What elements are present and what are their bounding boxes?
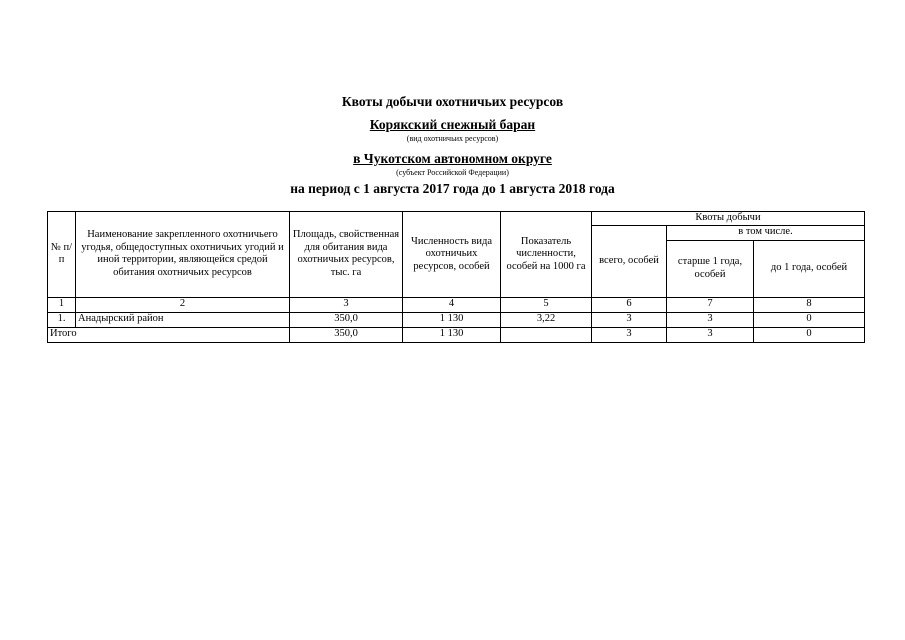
table-row bbox=[48, 312, 865, 327]
header-name: Наименование закрепленного охотничьего угодья, общедоступных охотничьих угодий и иной территории, являющейся средой обитания охотничьих ресурсов bbox=[76, 212, 290, 298]
totals-older: 3 bbox=[667, 327, 754, 342]
species-caption: (вид охотничьих ресурсов) bbox=[406, 134, 499, 143]
region-caption: (субъект Российской Федерации) bbox=[396, 168, 509, 177]
totals-total: 3 bbox=[592, 327, 667, 342]
quota-table bbox=[47, 211, 865, 343]
row-total: 3 bbox=[592, 312, 667, 327]
header-quotas: Квоты добычи bbox=[592, 212, 865, 226]
totals-label: Итого bbox=[48, 327, 290, 342]
row-num: 1. bbox=[48, 312, 76, 327]
totals-younger: 0 bbox=[754, 327, 865, 342]
row-density: 3,22 bbox=[501, 312, 592, 327]
region-name: в Чукотском автономном округе bbox=[353, 151, 552, 166]
row-name: Анадырский район bbox=[76, 312, 290, 327]
column-number: 4 bbox=[403, 297, 501, 312]
row-younger: 0 bbox=[754, 312, 865, 327]
period: на период с 1 августа 2017 года до 1 августа 2018 года bbox=[290, 181, 615, 196]
header-population: Численность вида охотничьих ресурсов, особей bbox=[403, 212, 501, 298]
column-number: 3 bbox=[290, 297, 403, 312]
header-num: № п/п bbox=[48, 212, 76, 298]
totals-row bbox=[48, 327, 865, 342]
header-younger: до 1 года, особей bbox=[754, 240, 865, 297]
row-population: 1 130 bbox=[403, 312, 501, 327]
header-older: старше 1 года, особей bbox=[667, 240, 754, 297]
species-name: Корякский снежный баран bbox=[369, 117, 536, 132]
totals-population: 1 130 bbox=[403, 327, 501, 342]
column-number: 2 bbox=[76, 297, 290, 312]
header-area: Площадь, свойственная для обитания вида охотничьих ресурсов, тыс. га bbox=[290, 212, 403, 298]
column-number: 8 bbox=[754, 297, 865, 312]
header-density: Показатель численности, особей на 1000 га bbox=[501, 212, 592, 298]
document-title: Квоты добычи охотничьих ресурсов bbox=[341, 94, 564, 109]
header-total: всего, особей bbox=[592, 225, 667, 297]
column-number: 6 bbox=[592, 297, 667, 312]
column-number: 7 bbox=[667, 297, 754, 312]
row-area: 350,0 bbox=[290, 312, 403, 327]
row-older: 3 bbox=[667, 312, 754, 327]
header-including: в том числе. bbox=[667, 225, 865, 240]
column-number: 5 bbox=[501, 297, 592, 312]
column-number: 1 bbox=[48, 297, 76, 312]
column-numbers-row bbox=[48, 297, 865, 312]
totals-density bbox=[501, 327, 592, 342]
totals-area: 350,0 bbox=[290, 327, 403, 342]
